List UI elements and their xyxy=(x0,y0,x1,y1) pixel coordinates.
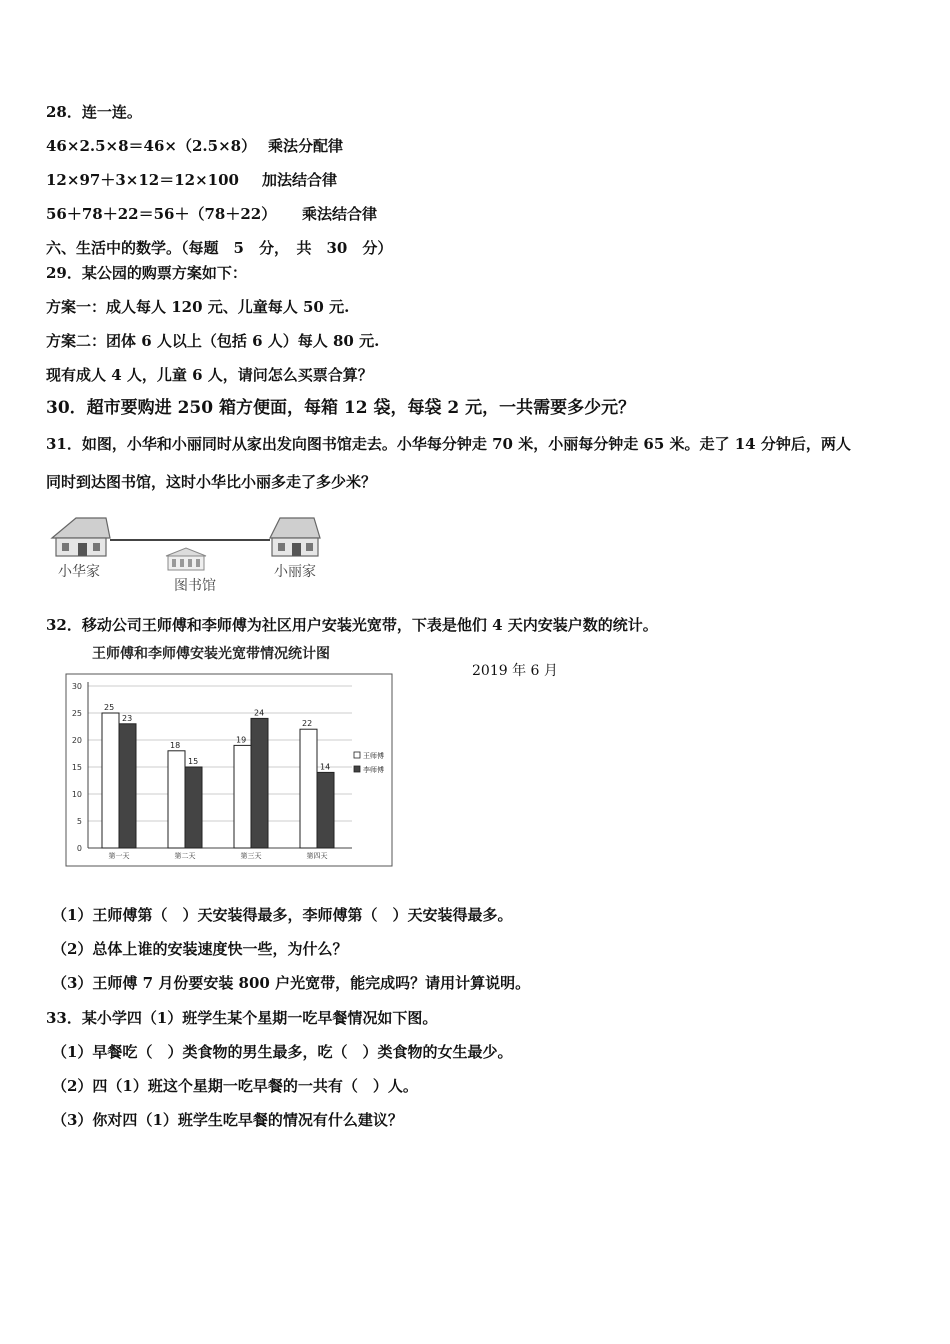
bar-value-label: 25 xyxy=(104,703,115,712)
label-library: 图书馆 xyxy=(174,578,216,594)
y-tick-label: 0 xyxy=(76,844,82,853)
chart-date: 2019 年 6 月 xyxy=(472,663,558,679)
x-tick-label: 第一天 xyxy=(108,852,130,860)
q32-sub-2: （2）总体上谁的安装速度快一些，为什么？ xyxy=(52,940,348,958)
bar-value-label: 22 xyxy=(302,719,313,729)
route-illustration xyxy=(48,510,338,595)
bar-value-label: 15 xyxy=(188,757,199,766)
xiaoli-house-icon xyxy=(270,518,320,556)
q33-sub-1: （1）早餐吃（ ）类食物的男生最多，吃（ ）类食物的女生最少。 xyxy=(52,1043,513,1061)
q29-plan-1: 方案一：成人每人 120 元、儿童每人 50 元. xyxy=(46,298,350,316)
q28-law-3: 乘法结合律 xyxy=(302,205,378,223)
label-xiaoli-home: 小丽家 xyxy=(274,564,316,580)
y-tick-label: 30 xyxy=(71,682,82,691)
q28-law-1: 乘法分配律 xyxy=(268,137,344,155)
bar-wang-4 xyxy=(300,729,317,848)
y-tick-label: 15 xyxy=(71,763,82,772)
q30-text: 30．超市要购进 250 箱方便面，每箱 12 袋，每袋 2 元，一共需要多少元？ xyxy=(46,398,636,418)
q32-title: 32．移动公司王师傅和李师傅为社区用户安装光宽带，下表是他们 4 天内安装户数的统计。 xyxy=(46,616,658,634)
bar-wang-3 xyxy=(234,745,251,848)
y-tick-label: 25 xyxy=(71,709,82,718)
bar-li-3 xyxy=(251,718,268,848)
y-tick-label: 5 xyxy=(76,817,82,826)
section-6-heading: 六、生活中的数学。（每题 5 分， 共 30 分） xyxy=(46,239,393,257)
bar-chart xyxy=(62,640,397,870)
bar-value-label: 24 xyxy=(254,708,265,718)
q29-question: 现有成人 4 人，儿童 6 人，请问怎么买票合算？ xyxy=(46,366,373,384)
q32-sub-1: （1）王师傅第（ ）天安装得最多，李师傅第（ ）天安装得最多。 xyxy=(52,906,513,924)
bar-value-label: 23 xyxy=(122,713,133,723)
legend-label-wang: 王师傅 xyxy=(363,752,384,760)
q32-sub-3: （3）王师傅 7 月份要安装 800 户光宽带，能完成吗？请用计算说明。 xyxy=(52,974,531,992)
q28-expr-3: 56＋78＋22＝56＋（78＋22） xyxy=(46,205,277,223)
library-icon xyxy=(166,548,206,570)
bar-wang-1 xyxy=(102,713,119,848)
xiaohua-house-icon xyxy=(52,518,110,556)
legend-swatch-wang xyxy=(354,752,360,758)
q29-plan-2: 方案二：团体 6 人以上（包括 6 人）每人 80 元. xyxy=(46,332,380,350)
q33-sub-2: （2）四（1）班这个星期一吃早餐的一共有（ ）人。 xyxy=(52,1077,418,1095)
y-tick-label: 20 xyxy=(71,736,82,745)
label-xiaohua-home: 小华家 xyxy=(58,564,100,580)
bar-li-2 xyxy=(185,767,202,848)
q33-title: 33．某小学四（1）班学生某个星期一吃早餐情况如下图。 xyxy=(46,1009,438,1027)
q28-title: 28．连一连。 xyxy=(46,103,142,121)
q28-expr-2: 12×97＋3×12＝12×100 xyxy=(46,171,239,189)
bar-value-label: 14 xyxy=(320,762,331,772)
bar-li-1 xyxy=(119,724,136,848)
q31-line-2: 同时到达图书馆，这时小华比小丽多走了多少米？ xyxy=(46,473,377,491)
bar-value-label: 19 xyxy=(236,735,247,745)
q28-law-2: 加法结合律 xyxy=(262,171,338,189)
bar-value-label: 18 xyxy=(170,740,181,750)
q33-sub-3: （3）你对四（1）班学生吃早餐的情况有什么建议？ xyxy=(52,1111,403,1129)
legend-label-li: 李师傅 xyxy=(363,766,384,774)
y-tick-label: 10 xyxy=(71,790,82,799)
x-tick-label: 第三天 xyxy=(240,852,262,860)
x-tick-label: 第四天 xyxy=(306,852,328,860)
chart-title: 王师傅和李师傅安装光宽带情况统计图 xyxy=(92,646,330,662)
q31-line-1: 31．如图，小华和小丽同时从家出发向图书馆走去。小华每分钟走 70 米，小丽每分钟走 65 米。走了 14 分钟后，两人 xyxy=(46,435,851,453)
bar-li-4 xyxy=(317,772,334,848)
x-tick-label: 第二天 xyxy=(174,852,196,860)
q29-title: 29．某公园的购票方案如下： xyxy=(46,264,247,282)
bar-wang-2 xyxy=(168,751,185,848)
q28-expr-1: 46×2.5×8＝46×（2.5×8） xyxy=(46,137,257,155)
legend-swatch-li xyxy=(354,766,360,772)
